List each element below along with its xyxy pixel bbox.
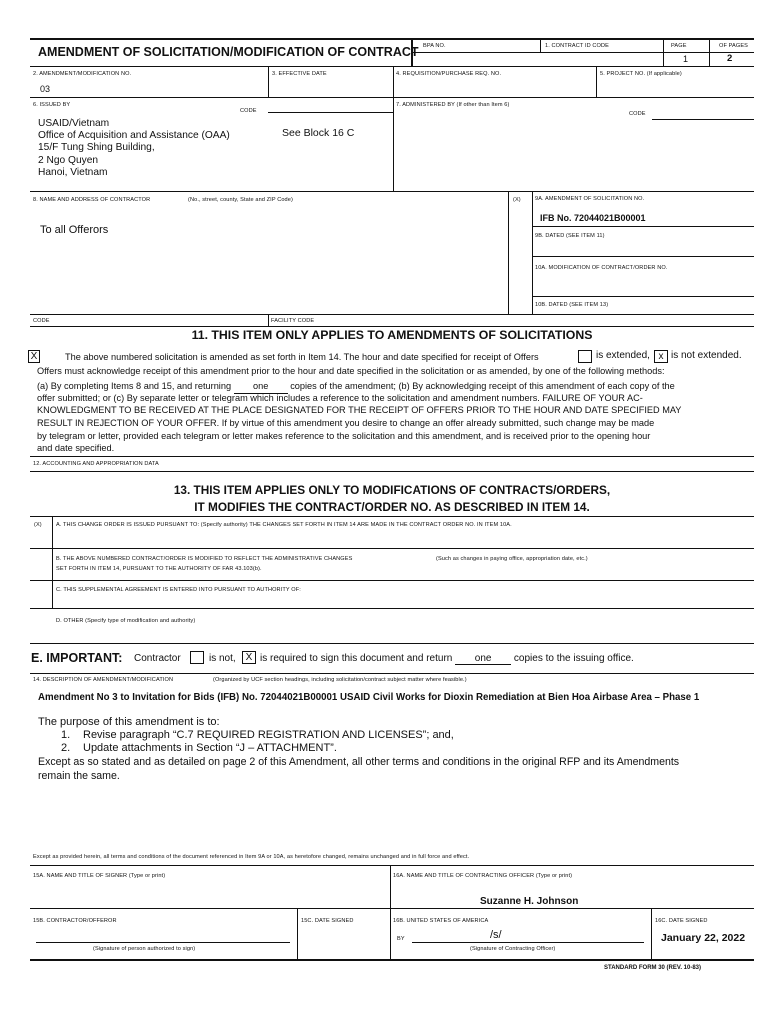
contractor-address-hint: (No., street, county, State and ZIP Code) <box>188 197 293 203</box>
signature-officer-hint: (Signature of Contracting Officer) <box>470 946 556 952</box>
form-title: AMENDMENT OF SOLICITATION/MODIFICATION OF CONTRACT <box>38 45 419 59</box>
is-required-checkbox[interactable]: X <box>242 651 256 664</box>
dated-10b-label: 10B. DATED (SEE ITEM 13) <box>535 302 609 308</box>
signature-person-hint: (Signature of person authorized to sign) <box>93 946 196 952</box>
modification-10a-label: 10A. MODIFICATION OF CONTRACT/ORDER NO. <box>535 265 668 271</box>
item11-line8: and date specified. <box>37 443 115 453</box>
amendment-no-label: 2. AMENDMENT/MODIFICATION NO. <box>33 71 132 77</box>
amendment-title: Amendment No 3 to Invitation for Bids (IFB) No. 72044021B00001 USAID Civil Works for Dioxin Remediation at Bien Hoa Airbase Area – Phase 1 <box>38 692 700 703</box>
purpose-item <box>61 729 454 741</box>
item11-line2: Offers must acknowledge receipt of this amendment prior to the hour and date specified in the solicitation or as amended, by one of the following methods: <box>37 366 665 376</box>
administered-by-label: 7. ADMINISTERED BY (If other than Item 6) <box>396 102 510 108</box>
dated-9b-label: 9B. DATED (SEE ITEM 11) <box>535 233 605 239</box>
accounting-data-label: 12. ACCOUNTING AND APPROPRIATION DATA <box>33 461 159 467</box>
issuer-line: 15/F Tung Shing Building, <box>38 142 155 154</box>
is-required-label: is required to sign this document and return <box>260 653 453 664</box>
contractor-15b-label: 15B. CONTRACTOR/OFFEROR <box>33 918 117 924</box>
amendment-solicitation-value: IFB No. 72044021B00001 <box>540 213 646 223</box>
date-15c-label: 15C. DATE SIGNED <box>301 918 354 924</box>
issuer-line: USAID/Vietnam <box>38 118 110 129</box>
copies-value[interactable]: one <box>234 381 288 394</box>
item13-option-b-line1: B. THE ABOVE NUMBERED CONTRACT/ORDER IS MODIFIED TO REFLECT THE ADMINISTRATIVE CHANGES <box>56 556 353 562</box>
item11-line5: KNOWLEDGMENT TO BE RECEIVED AT THE PLACE DESIGNATED FOR THE RECEIPT OF OFFERS PRIOR TO THE HOUR AND DATE SPECIFIED MAY <box>37 405 682 415</box>
requisition-label: 4. REQUISITION/PURCHASE REQ. NO. <box>396 71 502 77</box>
closing-line-1: Except as so stated and as detailed on page 2 of this Amendment, all other terms and conditions in the original RFP and its Amendments <box>38 756 680 768</box>
effective-date-label: 3. EFFECTIVE DATE <box>272 71 327 77</box>
item11-line4: offer submitted; or (c) By separate letter or telegram which includes a reference to the solicitation and amendment numbers. FAILURE OF YOUR AC- <box>37 393 643 403</box>
purpose-item-text: Update attachments in Section “J – ATTACHMENT”. <box>83 742 337 754</box>
issuer-line: Hanoi, Vietnam <box>38 166 108 178</box>
usa-16b-label: 16B. UNITED STATES OF AMERICA <box>393 918 489 924</box>
except-text: Except as provided herein, all terms and conditions of the document referenced in Item 9A or 10A, as heretofore changed, remains unchanged and in full force and effect. <box>33 854 470 860</box>
item11-line1: The above numbered solicitation is amended as set forth in Item 14. The hour and date specified for receipt of Offers <box>65 352 539 362</box>
purpose-item-number: 1. <box>61 729 71 741</box>
bpa-label: BPA NO. <box>423 43 446 49</box>
item13-option-a: A. THIS CHANGE ORDER IS ISSUED PURSUANT TO: (Specify authority) THE CHANGES SET FORTH IN ITEM 14 ARE MADE IN THE CONTRACT ORDER NO. IN ITEM 10A. <box>56 522 512 528</box>
item11-line7: by telegram or letter, provided each telegram or letter makes reference to the solicitation and this amendment, and is received prior to the opening hour <box>37 431 651 441</box>
by-label: BY <box>397 936 405 942</box>
is-not-label: is not, <box>209 653 236 664</box>
issuer-line: 2 Ngo Quyen <box>38 154 99 166</box>
purpose-item <box>61 742 337 754</box>
x-column-label: (X) <box>513 197 521 203</box>
item13-option-d: D. OTHER (Specify type of modification and authority) <box>56 618 196 624</box>
not-extended-label: is not extended. <box>671 350 742 361</box>
purpose-text: The purpose of this amendment is to: <box>38 716 220 728</box>
project-label: 5. PROJECT NO. (If applicable) <box>600 71 682 77</box>
contractor-address-label: 8. NAME AND ADDRESS OF CONTRACTOR <box>33 197 151 203</box>
officer-name: Suzanne H. Johnson <box>480 896 579 907</box>
form-identifier: STANDARD FORM 30 (REV. 10-83) <box>604 965 702 971</box>
item13-option-c: C. THIS SUPPLEMENTAL AGREEMENT IS ENTERED INTO PURSUANT TO AUTHORITY OF: <box>56 587 301 593</box>
page-value: 1 <box>683 54 689 64</box>
important-required-text <box>260 653 634 665</box>
item11-line6: RESULT IN REJECTION OF YOUR OFFER. If by virtue of this amendment you desire to change an offer already submitted, such change may be made <box>37 418 655 428</box>
item13-heading-1: 13. THIS ITEM APPLIES ONLY TO MODIFICATIONS OF CONTRACTS/ORDERS, <box>173 483 611 497</box>
not-extended-checkbox[interactable]: x <box>654 350 668 363</box>
administered-code-label: CODE <box>629 111 646 117</box>
issued-by-label: 6. ISSUED BY <box>33 102 71 108</box>
item13-option-b-line2: SET FORTH IN ITEM 14, PURSUANT TO THE AUTHORITY OF FAR 43.103(b). <box>56 566 262 572</box>
item11-line3b: copies of the amendment; (b) By acknowledging receipt of this amendment of each copy of the <box>290 381 675 391</box>
description-hint: (Organized by UCF section headings, including solicitation/contract subject matter where feasible.) <box>213 677 467 683</box>
important-contractor: Contractor <box>134 653 181 664</box>
item11-line3 <box>37 381 675 394</box>
item13-option-b-hint: (Such as changes in paying office, appropriation date, etc.) <box>436 556 588 562</box>
important-label: E. IMPORTANT: <box>31 651 123 665</box>
item11-heading: 11. THIS ITEM ONLY APPLIES TO AMENDMENTS OF SOLICITATIONS <box>191 328 593 342</box>
extended-checkbox[interactable] <box>578 350 592 363</box>
contract-id-label: 1. CONTRACT ID CODE <box>545 43 609 49</box>
officer-16a-label: 16A. NAME AND TITLE OF CONTRACTING OFFICER (Type or print) <box>393 873 573 879</box>
copies-tail: copies to the issuing office. <box>513 653 634 664</box>
return-copies-value[interactable]: one <box>455 653 511 665</box>
issuer-line: Office of Acquisition and Assistance (OAA) <box>38 130 230 142</box>
issuer-address <box>38 118 230 179</box>
of-pages-label: OF PAGES <box>719 43 748 49</box>
extended-label: is extended, <box>596 350 650 361</box>
solicitation-amended-checkbox[interactable]: X <box>28 350 40 363</box>
date-signed-value: January 22, 2022 <box>661 932 746 944</box>
description-label: 14. DESCRIPTION OF AMENDMENT/MODIFICATION <box>33 677 174 683</box>
contractor-code-label: CODE <box>33 318 50 324</box>
item11-line3a: (a) By completing Items 8 and 15, and returning <box>37 381 232 391</box>
amendment-no-value: 03 <box>40 84 51 94</box>
purpose-item-text: Revise paragraph “C.7 REQUIRED REGISTRATION AND LICENSES”; and, <box>83 729 454 741</box>
date-16c-label: 16C. DATE SIGNED <box>655 918 708 924</box>
is-not-checkbox[interactable] <box>190 651 204 664</box>
item13-heading-2: IT MODIFIES THE CONTRACT/ORDER NO. AS DESCRIBED IN ITEM 14. <box>194 500 590 514</box>
contractor-value: To all Offerors <box>40 224 109 236</box>
see-block-note: See Block 16 C <box>282 127 355 139</box>
signer-15a-label: 15A. NAME AND TITLE OF SIGNER (Type or print) <box>33 873 166 879</box>
of-pages-value: 2 <box>727 53 733 64</box>
page-label: PAGE <box>671 43 687 49</box>
officer-signature: /s/ <box>490 929 502 941</box>
purpose-item-number: 2. <box>61 742 71 754</box>
issued-by-code-label: CODE <box>240 108 257 114</box>
item13-x-label: (X) <box>34 522 42 528</box>
closing-line-2: remain the same. <box>38 770 120 782</box>
facility-code-label: FACILITY CODE <box>271 318 315 324</box>
amendment-solicitation-label: 9A. AMENDMENT OF SOLICITATION NO. <box>535 196 645 202</box>
